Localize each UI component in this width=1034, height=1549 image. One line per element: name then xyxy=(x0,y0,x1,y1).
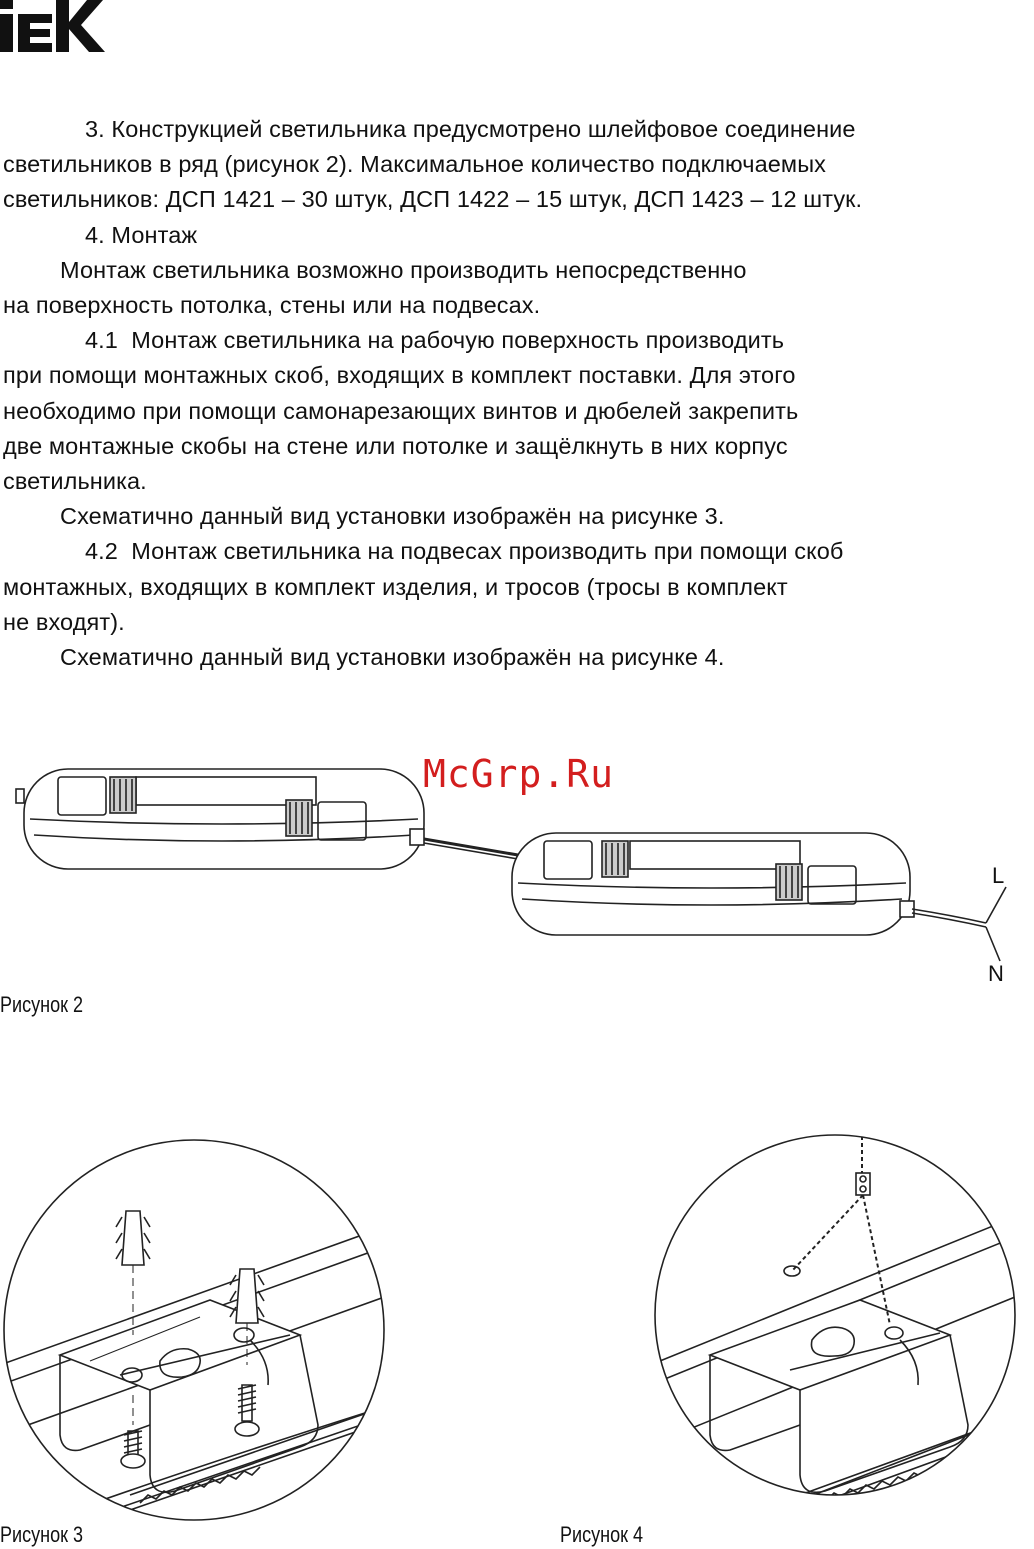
paragraph-line: Схематично данный вид установки изображён на рисунке 3. xyxy=(60,503,725,530)
paragraph-line: 4.2 Монтаж светильника на подвесах производить при помощи скоб xyxy=(85,538,844,565)
body-text xyxy=(3,112,1033,675)
paragraph-line: монтажных, входящих в комплект изделия, и тросов (тросы в комплект xyxy=(3,573,788,600)
luminaire-2 xyxy=(512,833,914,935)
paragraph-line: не входят). xyxy=(3,608,125,635)
paragraph-line: 3. Конструкцией светильника предусмотрено шлейфовое соединение xyxy=(85,116,856,142)
figure3-drawing xyxy=(0,1135,390,1525)
paragraph-line: 4.1 Монтаж светильника на рабочую поверхность производить xyxy=(85,327,785,354)
paragraph-line: светильника. xyxy=(3,468,147,495)
luminaire-1 xyxy=(16,769,424,869)
paragraph-line: на поверхность потолка, стены или на подвесах. xyxy=(3,292,541,319)
paragraph-line: светильников в ряд (рисунок 2). Максимальное количество подключаемых xyxy=(3,151,827,178)
paragraph-line: светильников: ДСП 1421 – 30 штук, ДСП 1422 – 15 штук, ДСП 1423 – 12 штук. xyxy=(3,186,863,213)
paragraph-line: Схематично данный вид установки изображён на рисунке 4. xyxy=(60,644,725,671)
figure3-caption: Рисунок 3 xyxy=(0,1522,84,1547)
wire-label-n: N xyxy=(988,961,1004,986)
paragraph-line: две монтажные скобы на стене или потолке и защёлкнуть в них корпус xyxy=(3,432,788,459)
interconnect-cable xyxy=(424,839,518,855)
figure4-drawing xyxy=(650,1115,1020,1515)
wire-label-l: L xyxy=(992,863,1005,888)
paragraph-line: при помощи монтажных скоб, входящих в комплект поставки. Для этого xyxy=(3,362,796,389)
iek-logo xyxy=(0,0,118,56)
figure4-caption: Рисунок 4 xyxy=(560,1522,644,1547)
section-heading: 4. Монтаж xyxy=(85,221,198,248)
figure2-caption: Рисунок 2 xyxy=(0,992,84,1017)
figure2-drawing xyxy=(0,755,1034,990)
paragraph-line: необходимо при помощи самонарезающих винтов и дюбелей закрепить xyxy=(3,397,799,424)
supply-cable xyxy=(912,909,986,923)
watermark: McGrp.Ru xyxy=(423,752,615,796)
paragraph-line: Монтаж светильника возможно производить непосредственно xyxy=(60,256,747,283)
